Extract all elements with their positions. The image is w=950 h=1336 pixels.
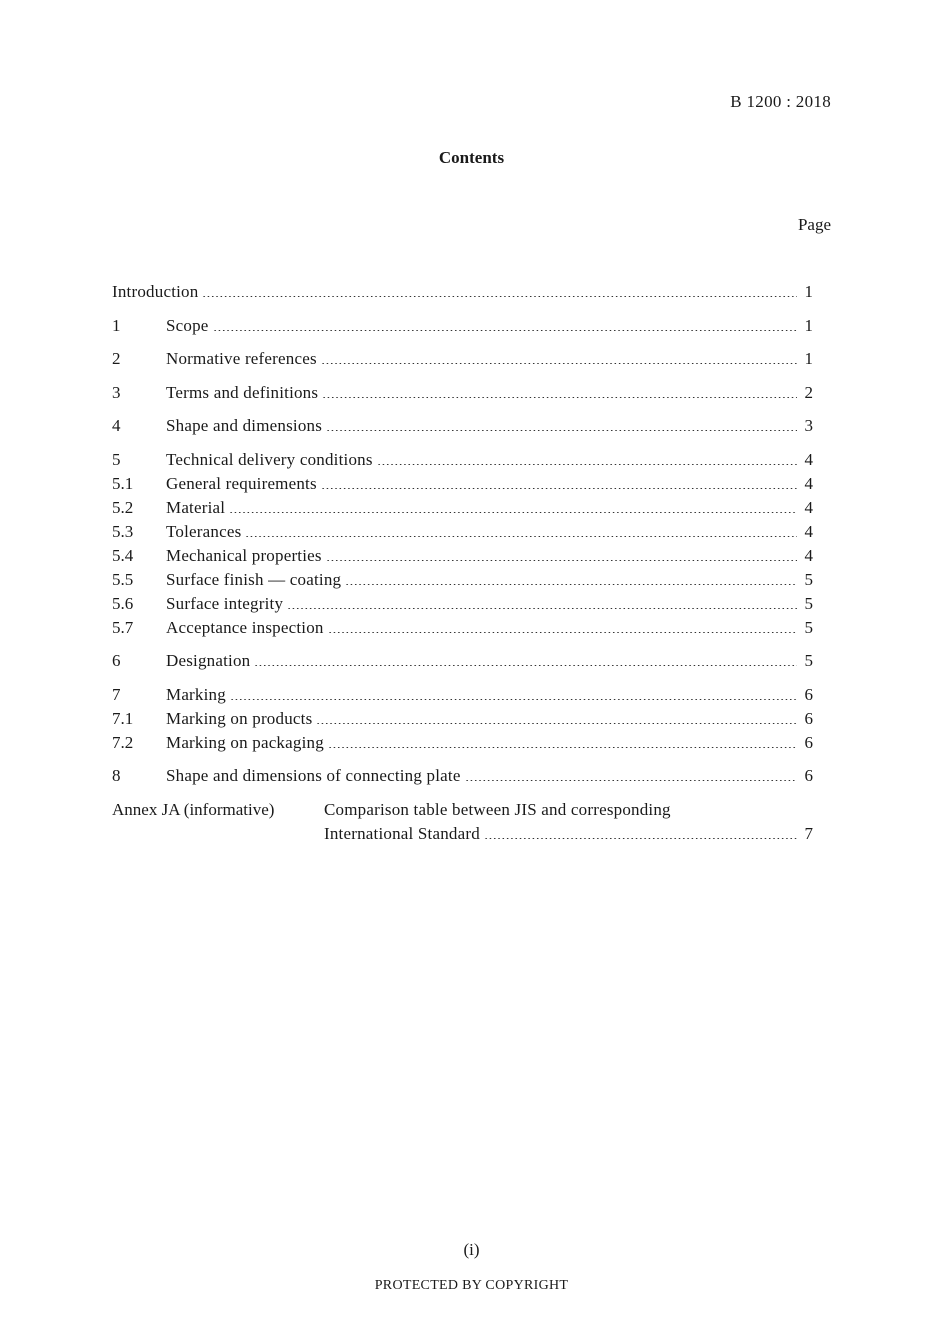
standard-id: B 1200 : 2018 (730, 92, 831, 111)
toc-entry-surface-finish[interactable] (112, 568, 813, 592)
toc-entry-number: 8 (112, 766, 121, 785)
toc-entry-page: 6 (804, 732, 813, 752)
toc-entry-page: 1 (804, 349, 813, 368)
toc-entry-mechanical-properties[interactable] (112, 544, 813, 568)
toc-entry-annex-ja[interactable] (112, 798, 813, 846)
dot-leader (484, 838, 797, 839)
toc-entry-page: 2 (804, 382, 813, 402)
toc-entry-page: 4 (804, 497, 813, 517)
toc-entry-label: Mechanical properties (166, 545, 322, 565)
toc-entry-acceptance-inspection[interactable] (112, 616, 813, 640)
toc-entry-marking-on-packaging[interactable] (112, 731, 813, 755)
dot-leader (465, 780, 797, 781)
toc-entry-number: 3 (112, 382, 121, 402)
toc-entry-page: 5 (804, 593, 813, 613)
dot-leader (254, 665, 797, 666)
annex-title-line-1: Comparison table between JIS and corresponding (324, 799, 671, 819)
toc-entry-number: 7.1 (112, 708, 134, 728)
toc-entry-page: 6 (804, 766, 813, 785)
toc-entry-label: Technical delivery conditions (166, 449, 373, 469)
toc-entry-page: 4 (804, 449, 813, 469)
toc-entry-marking-on-products[interactable] (112, 707, 813, 731)
copyright-notice: PROTECTED BY COPYRIGHT (374, 1278, 569, 1293)
toc-entry-number: 5.4 (112, 545, 134, 565)
toc-entry-page: 5 (804, 651, 813, 670)
dot-leader (230, 699, 797, 700)
toc-entry-page: 6 (804, 684, 813, 704)
toc-entry-label: Marking (166, 684, 226, 704)
toc-entry-label: Shape and dimensions (166, 416, 323, 435)
toc-entry-introduction[interactable] (112, 280, 813, 304)
annex-title-line-2: International Standard (324, 823, 480, 843)
dot-leader (321, 363, 797, 364)
dot-leader (229, 512, 797, 513)
toc-entry-number: 7.2 (112, 732, 134, 752)
dot-leader (328, 632, 797, 633)
toc-entry-page: 4 (804, 545, 813, 565)
page-title: Contents (438, 148, 505, 167)
dot-leader (213, 330, 797, 331)
toc-entry-number: 5.3 (112, 521, 134, 541)
dot-leader (326, 560, 797, 561)
toc-entry-label: Introduction (112, 282, 199, 301)
toc-entry-terms-and-definitions[interactable] (112, 381, 813, 405)
toc-entry-number: 6 (112, 651, 121, 670)
page-column-label: Page (797, 215, 831, 234)
page-number: (i) (463, 1240, 480, 1259)
toc-entry-label: General requirements (166, 473, 317, 493)
toc-entry-page: 7 (804, 823, 813, 843)
toc-entry-label: Scope (166, 315, 209, 335)
toc-entry-normative-references[interactable] (112, 347, 813, 371)
toc-entry-label: Terms and definitions (166, 382, 319, 402)
toc-entry-number: 4 (112, 416, 121, 435)
toc-entry-surface-integrity[interactable] (112, 592, 813, 616)
toc-entry-technical-delivery-conditions[interactable] (112, 448, 813, 472)
toc-entry-page: 5 (804, 617, 813, 637)
toc-entry-label: Material (166, 497, 226, 517)
toc-entry-number: 5.5 (112, 569, 134, 589)
toc-entry-label: Normative references (166, 349, 317, 368)
dot-leader (322, 397, 797, 398)
toc-entry-tolerances[interactable] (112, 520, 813, 544)
dot-leader (321, 488, 797, 489)
toc-entry-page: 6 (804, 708, 813, 728)
toc-entry-designation[interactable] (112, 649, 813, 673)
toc-entry-number: 1 (112, 315, 121, 335)
toc-entry-label: Surface integrity (166, 593, 284, 613)
dot-leader (377, 464, 797, 465)
toc-entry-number: 5.6 (112, 593, 134, 613)
dot-leader (326, 430, 797, 431)
dot-leader (287, 608, 797, 609)
toc-entry-connecting-plate[interactable] (112, 764, 813, 788)
dot-leader (316, 723, 797, 724)
toc-entry-number: 7 (112, 684, 121, 704)
toc-entry-number: 5.2 (112, 497, 134, 517)
dot-leader (202, 296, 797, 297)
dot-leader (345, 584, 797, 585)
toc-entry-number: 2 (112, 349, 121, 368)
toc-entry-page: 1 (804, 282, 813, 301)
toc-entry-label: Acceptance inspection (166, 617, 324, 637)
toc-entry-material[interactable] (112, 496, 813, 520)
toc-entry-number: 5.7 (112, 617, 134, 637)
toc-entry-page: 4 (804, 473, 813, 493)
dot-leader (245, 536, 797, 537)
table-of-contents (112, 280, 813, 846)
toc-entry-page: 3 (804, 416, 813, 435)
toc-entry-label: Designation (166, 651, 251, 670)
annex-prefix: Annex JA (informative) (112, 799, 275, 819)
toc-entry-scope[interactable] (112, 314, 813, 338)
toc-entry-shape-and-dimensions[interactable] (112, 414, 813, 438)
toc-entry-label: Marking on packaging (166, 732, 324, 752)
toc-entry-page: 4 (804, 521, 813, 541)
toc-entry-number: 5.1 (112, 473, 134, 493)
toc-entry-page: 5 (804, 569, 813, 589)
toc-entry-general-requirements[interactable] (112, 472, 813, 496)
toc-entry-page: 1 (804, 315, 813, 335)
toc-entry-marking[interactable] (112, 683, 813, 707)
toc-entry-label: Surface finish — coating (166, 569, 342, 589)
dot-leader (328, 747, 797, 748)
toc-entry-number: 5 (112, 449, 121, 469)
toc-entry-label: Marking on products (166, 708, 313, 728)
toc-entry-label: Shape and dimensions of connecting plate (166, 766, 461, 785)
toc-entry-label: Tolerances (166, 521, 242, 541)
